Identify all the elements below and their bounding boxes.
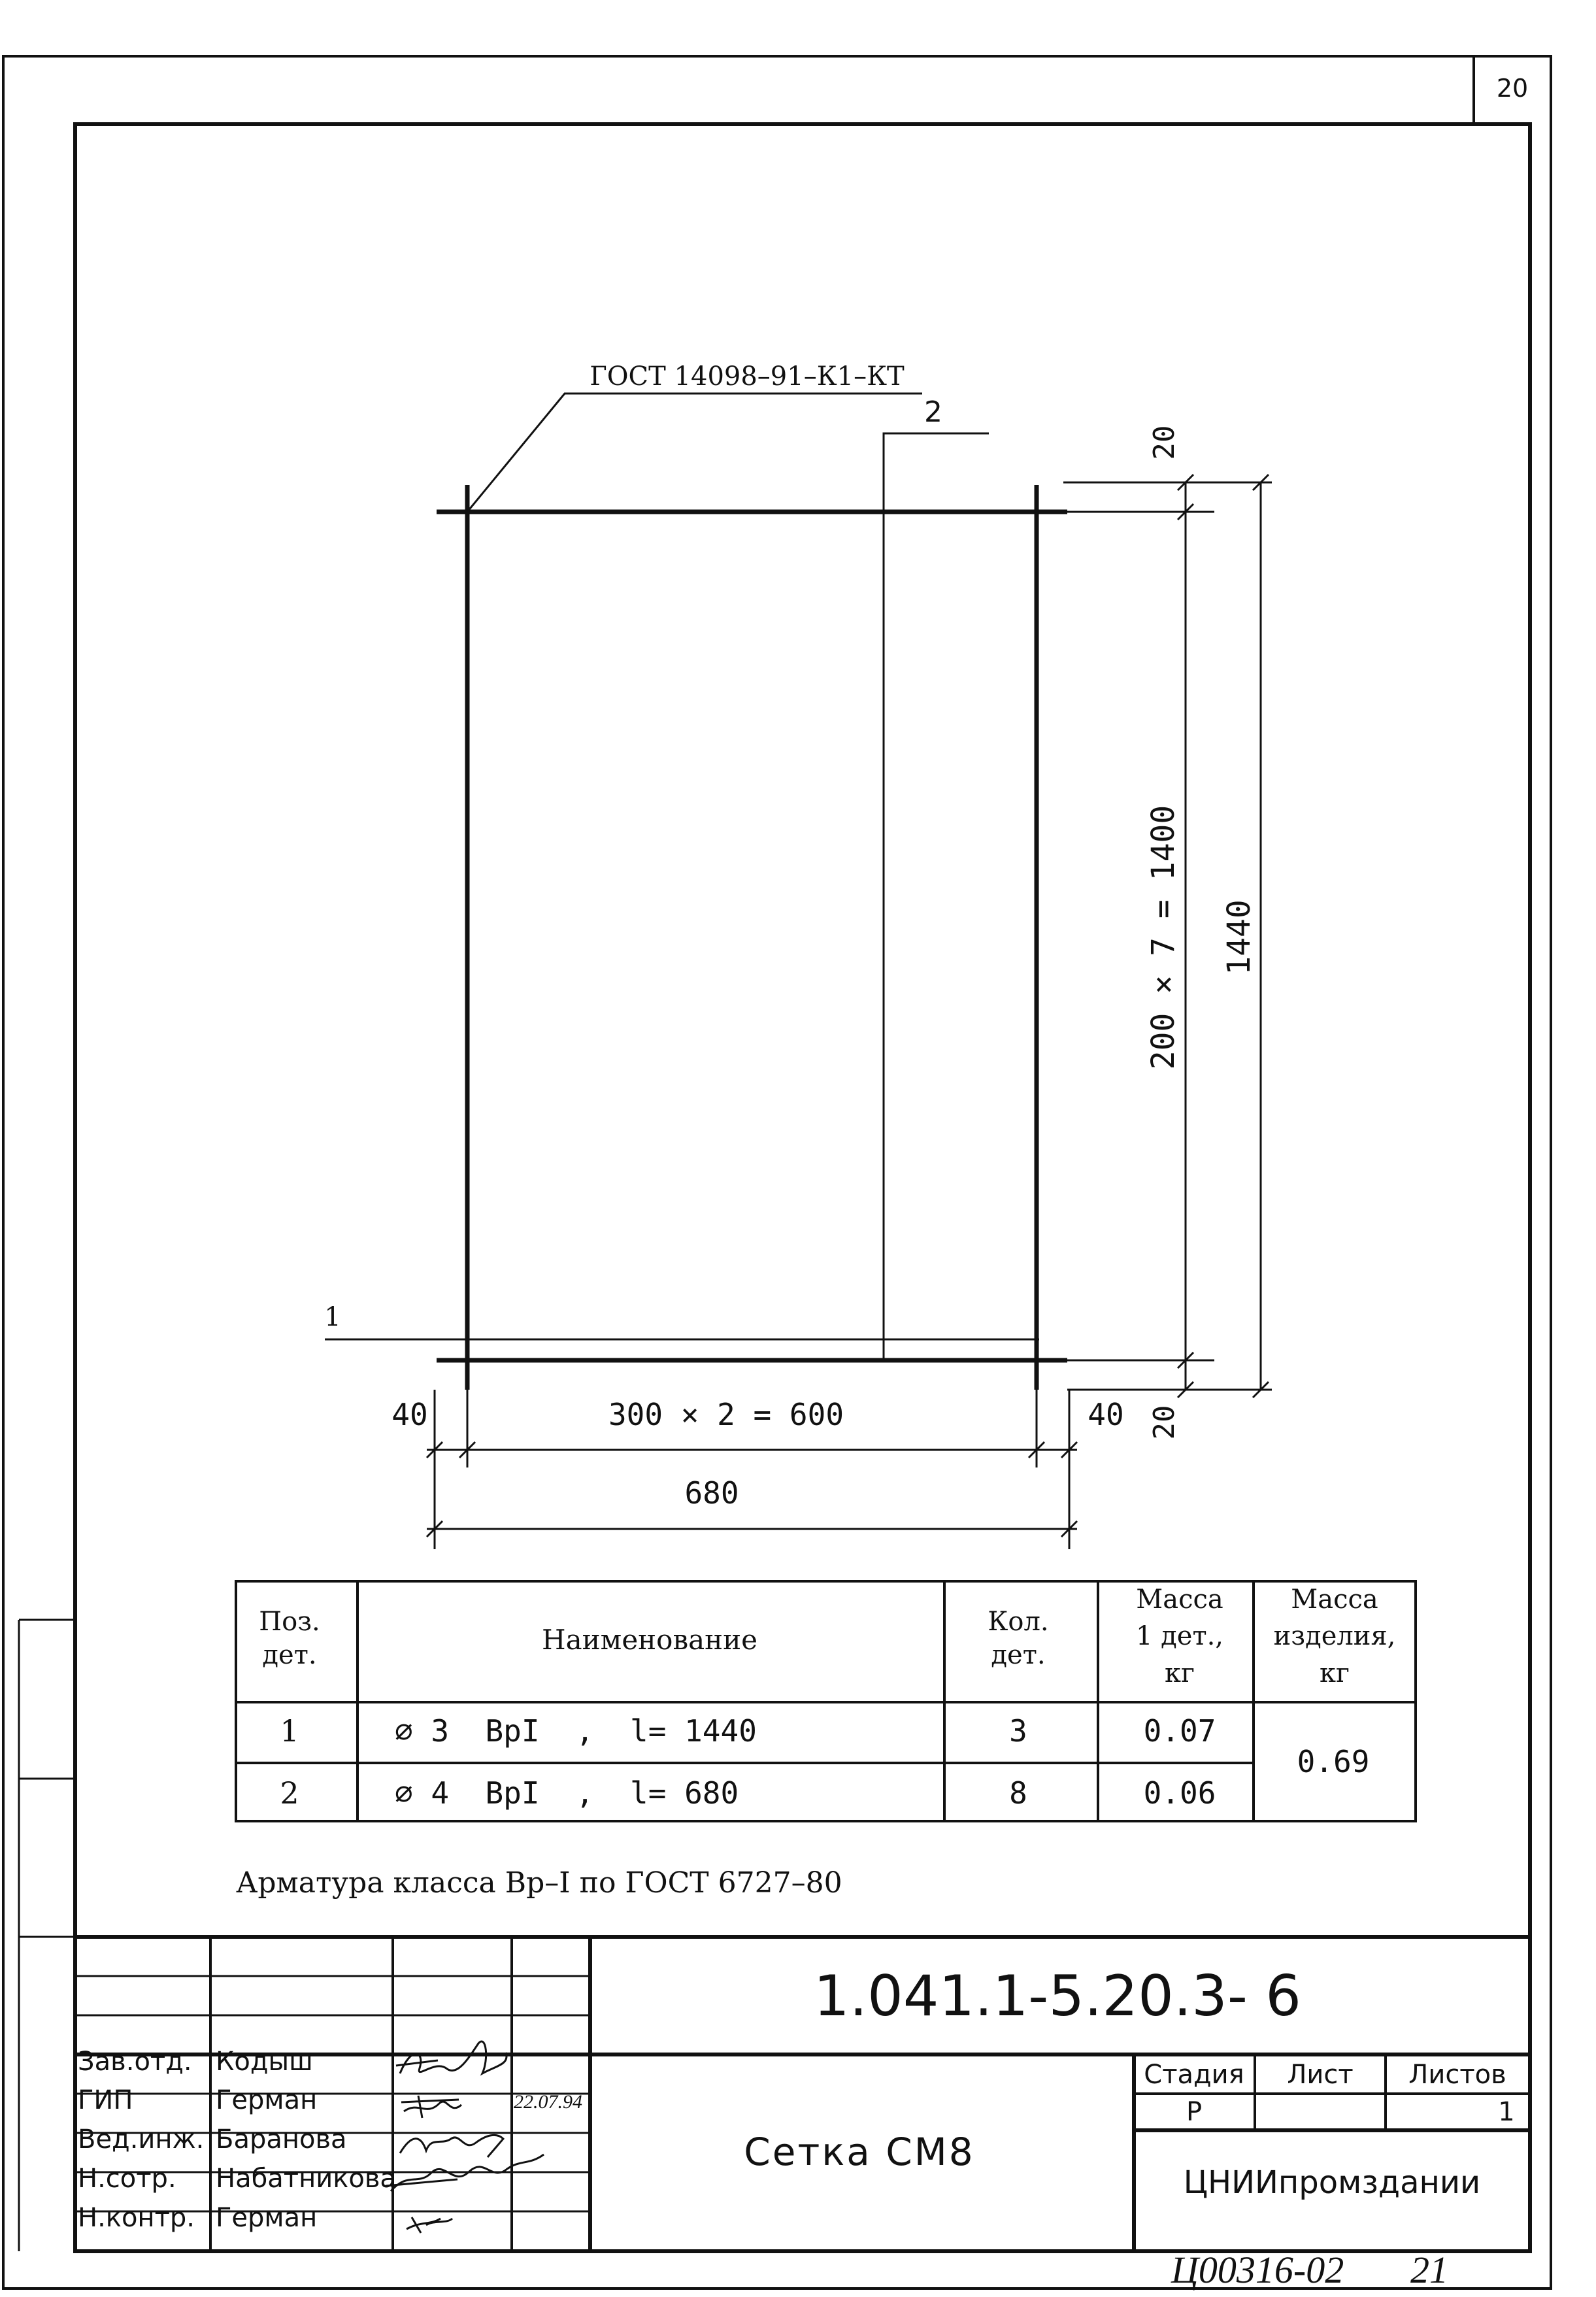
- page-number: 20: [1496, 74, 1529, 103]
- header-mass-one-line2: 1 дет.,: [1135, 1621, 1224, 1651]
- name-researcher: Набатникова: [216, 2164, 396, 2194]
- dim-bottom-offset: 20: [1148, 1405, 1181, 1440]
- signatures: [386, 2041, 544, 2233]
- row1-name: ⌀ 3 ВрI , l= 1440: [395, 1713, 757, 1749]
- dim-pitch-horizontal: 300 × 2 = 600: [608, 1397, 844, 1432]
- header-mass-total-line1: Масса: [1291, 1584, 1378, 1615]
- designation: 1.041.1-5.20.3- 6: [814, 1964, 1301, 2029]
- signature-norm-control: [407, 2217, 452, 2233]
- signature-head-of-dept: [396, 2041, 507, 2073]
- bottom-sheet-number: 21: [1410, 2249, 1448, 2291]
- date-chief-engineer: 22.07.94: [514, 2091, 582, 2113]
- row2-name: ⌀ 4 ВрI , l= 680: [395, 1775, 739, 1811]
- header-pos-line2: дет.: [262, 1640, 317, 1670]
- organization: ЦНИИпромздании: [1183, 2164, 1481, 2201]
- row2-pos: 2: [280, 1775, 299, 1811]
- role-lead-engineer: Вед.инж.: [78, 2124, 205, 2154]
- sheet-label: Лист: [1287, 2060, 1354, 2090]
- dim-right-offset: 40: [1088, 1397, 1124, 1432]
- name-chief-engineer: Герман: [216, 2085, 318, 2115]
- stage-label: Стадия: [1144, 2060, 1244, 2090]
- header-qty-line1: Кол.: [988, 1607, 1049, 1637]
- header-mass-one-line1: Масса: [1136, 1584, 1223, 1615]
- row1-mass: 0.07: [1143, 1713, 1216, 1749]
- role-chief-engineer: ГИП: [78, 2085, 133, 2115]
- header-mass-total-line3: кг: [1320, 1658, 1350, 1688]
- dim-total-vertical: 1440: [1221, 899, 1257, 975]
- dim-pitch-vertical: 200 × 7 = 1400: [1145, 805, 1182, 1070]
- drawing-title: Сетка СМ8: [744, 2130, 975, 2174]
- mass-total-value: 0.69: [1297, 1744, 1370, 1779]
- sheets-label: Листов: [1408, 2060, 1506, 2090]
- name-norm-control: Герман: [216, 2203, 318, 2233]
- sheets-value: 1: [1498, 2097, 1515, 2127]
- reinforcement-note: Арматура класса Вр–I по ГОСТ 6727–80: [236, 1866, 842, 1900]
- header-qty-line2: дет.: [991, 1640, 1046, 1670]
- dim-left-offset: 40: [391, 1397, 428, 1432]
- callout-position-1: 1: [324, 1302, 341, 1332]
- header-mass-one-line3: кг: [1165, 1658, 1195, 1688]
- row2-qty: 8: [1009, 1775, 1027, 1811]
- row2-mass: 0.06: [1143, 1775, 1216, 1811]
- dim-total-horizontal: 680: [684, 1475, 739, 1511]
- signature-chief-engineer: [401, 2096, 461, 2118]
- callout-position-2: 2: [924, 395, 942, 429]
- inner-frame: [75, 124, 1530, 2251]
- mesh-drawing: [325, 394, 1067, 1390]
- role-norm-control: Н.контр.: [78, 2203, 195, 2233]
- role-researcher: Н.сотр.: [78, 2164, 176, 2194]
- name-head-of-dept: Кодыш: [216, 2047, 313, 2077]
- header-pos-line1: Поз.: [259, 1607, 320, 1637]
- role-head-of-dept: Зав.отд.: [78, 2047, 192, 2077]
- name-lead-engineer: Баранова: [216, 2124, 347, 2154]
- dim-top-offset: 20: [1148, 425, 1181, 460]
- signature-lead-engineer: [400, 2135, 503, 2157]
- row1-qty: 3: [1009, 1713, 1027, 1749]
- header-name: Наименование: [542, 1624, 757, 1656]
- standard-callout: ГОСТ 14098–91–К1–КТ: [590, 361, 905, 392]
- header-mass-total-line2: изделия,: [1273, 1621, 1396, 1651]
- row1-pos: 1: [280, 1713, 299, 1749]
- stage-value: Р: [1186, 2097, 1203, 2127]
- bottom-stamp: Ц00316-02: [1171, 2249, 1344, 2291]
